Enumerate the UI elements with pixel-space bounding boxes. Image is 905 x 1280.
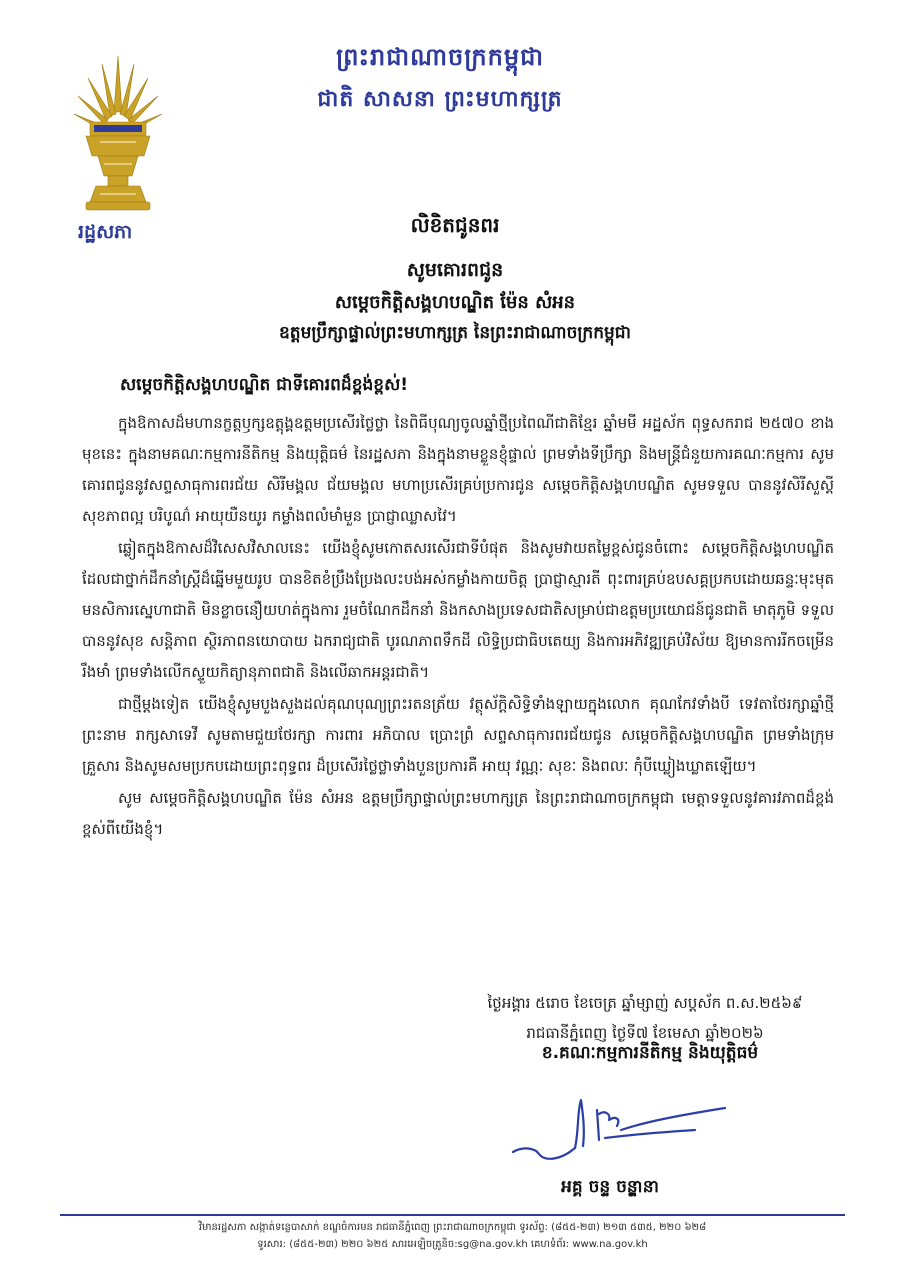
institution-label: រដ្ឋសភា	[78, 221, 133, 243]
salutation: សម្តេចកិត្តិសង្គហបណ្ឌិត ជាទីគោរពដ៏ខ្ពង់ខ្ពស់!	[120, 375, 409, 395]
footer-address: វិមានរដ្ឋសភា សង្កាត់ទន្លេបាសាក់ ខណ្ឌចំការមន រាជធានីភ្នំពេញ ព្រះរាជាណាចក្រកម្ពុជា ទូរស័ព្ទ: (៨៥៥-២៣) ២១៣ ៥៣៥, ២២០ ៦២៨	[198, 1222, 707, 1233]
committee-name: ខ.គណៈកម្មការនីតិកម្ម និងយុត្តិធម៌	[541, 1043, 759, 1063]
signature-icon	[505, 1090, 735, 1170]
footer-contact: ទូរសារ: (៨៥៥-២៣) ២២០ ៦២៥ សារអេឡិចត្រូនិច:sg@na.gov.kh គេហទំព័រ: www.na.gov.kh	[257, 1239, 648, 1250]
letter-title: លិខិតជូនពរ	[410, 213, 500, 237]
footer	[60, 1219, 845, 1253]
footer-divider	[60, 1214, 845, 1216]
kingdom-motto: ជាតិ សាសនា ព្រះមហាក្សត្រ	[317, 87, 563, 112]
kingdom-title: ព្រះរាជាណាចក្រកម្ពុជា	[336, 43, 544, 71]
address-line-2: សម្តេចកិត្តិសង្គហបណ្ឌិត ម៉ែន សំអន	[334, 292, 576, 313]
paragraph-4: សូម សម្តេចកិត្តិសង្គហបណ្ឌិត ម៉ែន សំអន ឧត្តមប្រឹក្សាផ្ទាល់ព្រះមហាក្សត្រ នៃព្រះរាជាណាចក្រកម្ពុជា មេត្តាទទួលនូវគារវភាពដ៏ខ្ពង់ខ្ពស់ពីយើងខ្ញុំ។	[82, 789, 834, 838]
date-block	[455, 988, 835, 1048]
paragraph-3: ជាថ្មីម្តងទៀត យើងខ្ញុំសូមបួងសួងដល់គុណបុណ្យព្រះរតនត្រ័យ វត្ថុស័ក្តិសិទ្ធិទាំងឡាយក្នុងលោក គុណកែវទាំងបី ទេវតាថែរក្សាឆ្នាំថ្មី ព្រះនាម រាក្សសាទេវី សូមតាមជួយថែរក្សា ការពារ អភិបាល ប្រោះព្រំ សព្ទសាធុការពរជ័យជូន សម្តេចកិត្តិសង្គហបណ្ឌិត ព្រមទាំងក្រុមគ្រួសារ និងសូមសមប្រកបដោយព្រះពុទ្ធពរ ដ៏ប្រសើរថ្លៃថ្លាទាំងបួនប្រការគឺ អាយុ វណ្ណៈ សុខៈ និងពលៈ កុំបីឃ្លៀងឃ្លាតឡើយ។	[82, 695, 834, 775]
date-solar: រាជធានីភ្នំពេញ ថ្ងៃទី៧ ខែមេសា ឆ្នាំ២០២៦	[526, 1024, 764, 1042]
signer-name: អគ្គ ចន្ទ ចន្ទ្ថានា	[561, 1177, 659, 1197]
paragraph-1: ក្នុងឱកាសដ៏មហានក្ខត្តឫក្សឧត្តុង្គឧត្តមប្រសើរថ្លៃថ្លា នៃពិធីបុណ្យចូលឆ្នាំថ្មីប្រពៃណីជាតិខ្មែរ ឆ្នាំមមី អដ្ឋស័ក ពុទ្ធសករាជ ២៥៧០ ខាងមុខនេះ ក្នុងនាមគណៈកម្មការនីតិកម្ម និងយុត្តិធម៌ នៃរដ្ឋសភា និងក្នុងនាមខ្លួនខ្ញុំផ្ទាល់ ព្រមទាំងទីប្រឹក្សា និងមន្ត្រីជំនួយការគណៈកម្មការ សូមគោរពជូននូវសព្ទសាធុការពរជ័យ សិរីមង្គល ជ័យមង្គល មហាប្រសើរគ្រប់ប្រការជូន សម្តេចកិត្តិសង្គហបណ្ឌិត សូមទទួល បាននូវសិរីសួស្តី សុខភាពល្អ បរិបូណ៌ អាយុយឺនយូរ កម្លាំងពលំមាំមួន ប្រាជ្ញាឈ្លាសវៃ។	[82, 414, 834, 525]
royal-emblem-icon	[72, 52, 164, 214]
paragraph-2: ឆ្លៀតក្នុងឱកាសដ៏វិសេសវិសាលនេះ យើងខ្ញុំសូមកោតសរសើរជាទីបំផុត និងសូមវាយតម្លៃខ្ពស់ជូនចំពោះ សម្តេចកិត្តិសង្គហបណ្ឌិត ដែលជាថ្នាក់ដឹកនាំស្ត្រីដ៏ឆ្នើមមួយរូប បានខិតខំប្រឹងប្រែងលះបង់អស់កម្លាំងកាយចិត្ត ប្រាជ្ញាស្មារតី ពុះពារគ្រប់ឧបសគ្គប្រកបដោយឆន្ទៈមុះមុតមនសិការស្នេហាជាតិ មិនខ្លាចនឿយហត់ក្នុងការ រួមចំណែកដឹកនាំ និងកសាងប្រទេសជាតិសម្រាប់ជាឧត្តមប្រយោជន៍ជូនជាតិ មាតុភូមិ ទទួលបាននូវសុខ សន្តិភាព ស្ថិរភាពនយោបាយ ឯករាជ្យជាតិ បូរណភាពទឹកដី លិទ្ធិប្រជាធិបតេយ្យ និងការអភិវឌ្ឍគ្រប់វិស័យ ឱ្យមានការរីកចម្រើនរឹងមាំ ព្រមទាំងលើកស្ទួយកិត្យានុភាពជាតិ និងលើឆាកអន្តរជាតិ។	[82, 539, 834, 681]
address-line-3: ឧត្តមប្រឹក្សាផ្ទាល់ព្រះមហាក្សត្រ នៃព្រះរាជាណាចក្រកម្ពុជា	[279, 323, 631, 343]
letter-body	[82, 408, 834, 846]
date-lunar: ថ្ងៃអង្គារ ៥រោច ខែចេត្រ ឆ្នាំម្សាញ់ សប្តស័ក ព.ស.២៥៦៩	[487, 994, 803, 1012]
address-line-1: សូមគោរពជូន	[406, 259, 504, 281]
